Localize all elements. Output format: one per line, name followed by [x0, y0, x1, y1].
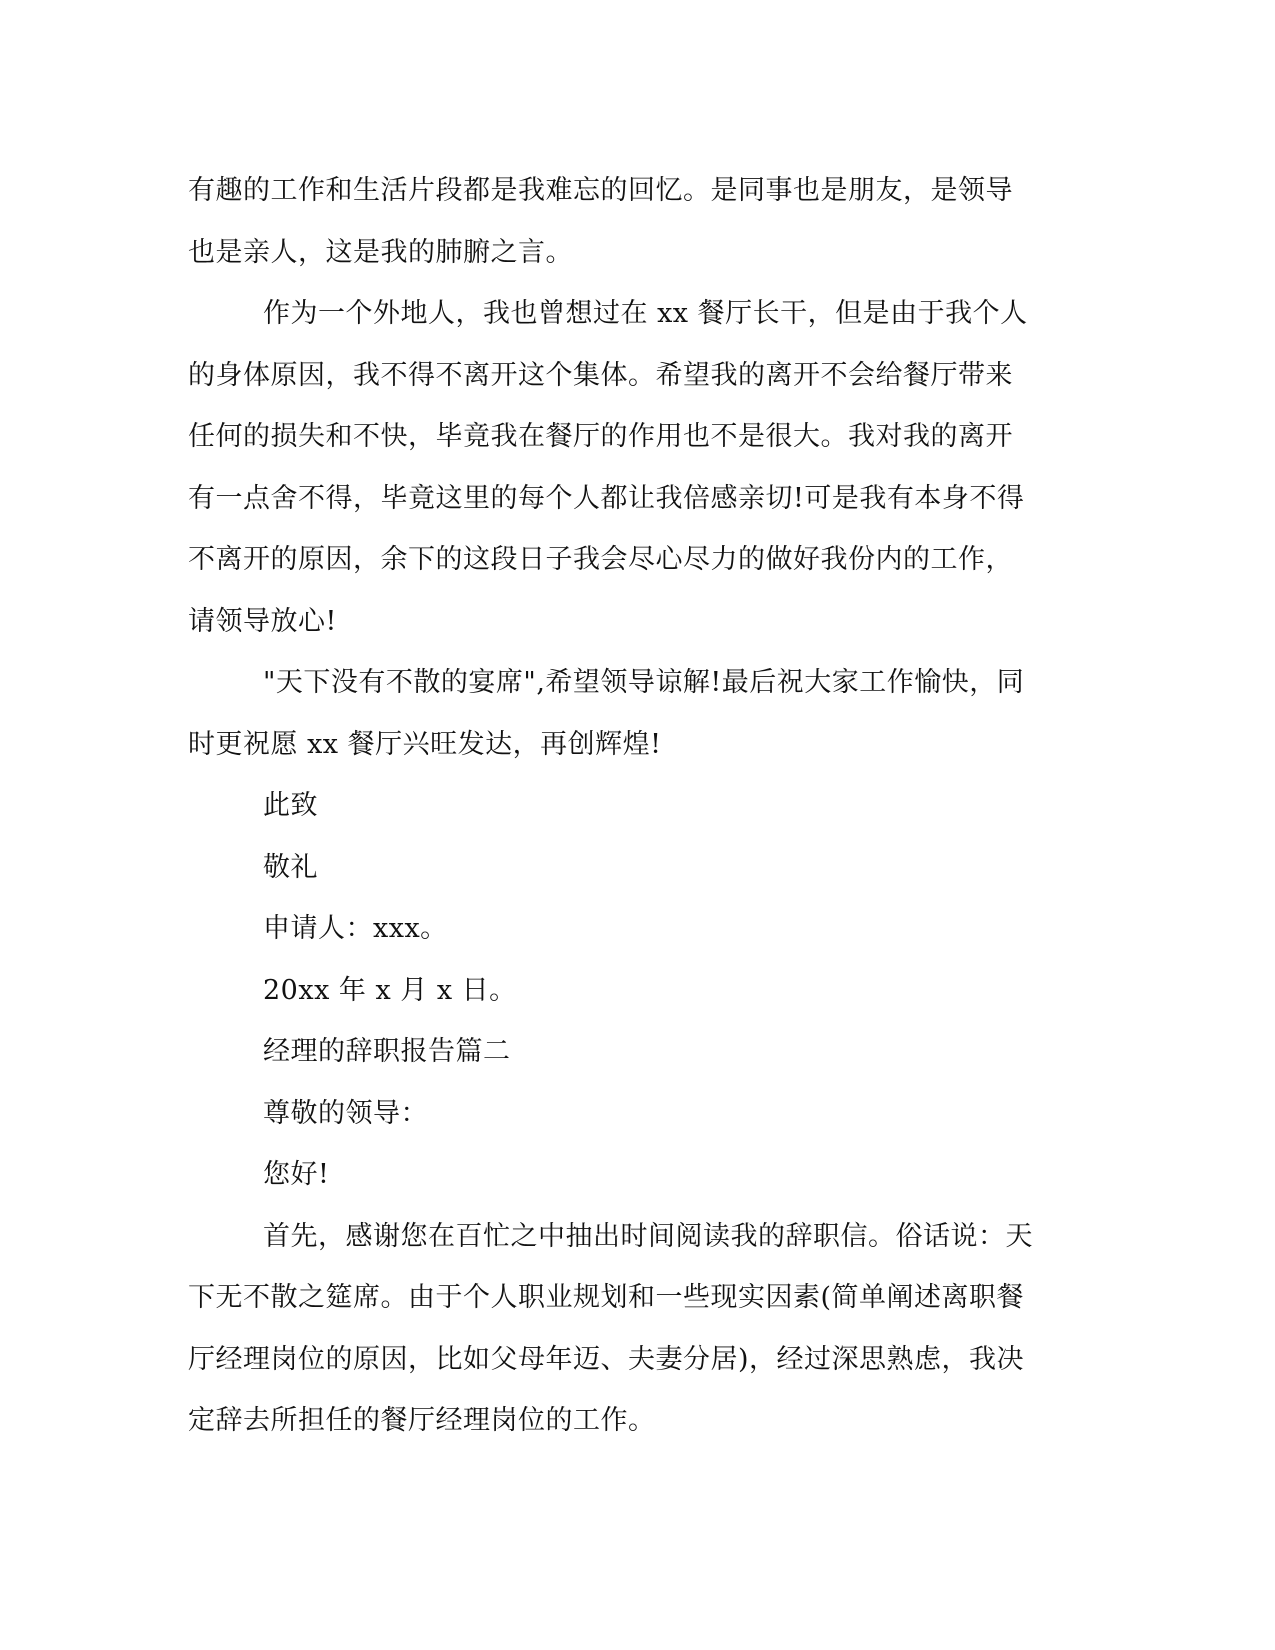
- section-heading: 经理的辞职报告篇二: [263, 1036, 511, 1067]
- closing-salutation: 此致: [263, 790, 318, 821]
- paragraph-line: 时更祝愿 xx 餐厅兴旺发达，再创辉煌!: [188, 728, 662, 760]
- paragraph-line: 的身体原因，我不得不离开这个集体。希望我的离开不会给餐厅带来: [188, 359, 1013, 391]
- paragraph-line: 下无不散之筵席。由于个人职业规划和一些现实因素(简单阐述离职餐: [188, 1282, 1025, 1313]
- paragraph-line: 不离开的原因，余下的这段日子我会尽心尽力的做好我份内的工作，: [188, 544, 1013, 575]
- paragraph-line: 有一点舍不得，毕竟这里的每个人都让我倍感亲切!可是我有本身不得: [188, 482, 1025, 514]
- paragraph-line: 请领导放心!: [188, 605, 337, 637]
- greeting-line: 尊敬的领导：: [263, 1097, 428, 1129]
- date-line: 20xx 年 x 月 x 日。: [263, 974, 517, 1006]
- paragraph-line: 首先，感谢您在百忙之中抽出时间阅读我的辞职信。俗话说：天: [263, 1220, 1033, 1252]
- paragraph-line: 也是亲人，这是我的肺腑之言。: [188, 236, 573, 268]
- paragraph-line: 作为一个外地人，我也曾想过在 xx 餐厅长干，但是由于我个人: [263, 298, 1028, 329]
- greeting-hello: 您好!: [263, 1159, 330, 1190]
- paragraph-line: "天下没有不散的宴席",希望领导谅解!最后祝大家工作愉快，同: [263, 667, 1025, 698]
- paragraph-line: 任何的损失和不快，毕竟我在餐厅的作用也不是很大。我对我的离开: [188, 421, 1013, 452]
- paragraph-line: 厅经理岗位的原因，比如父母年迈、夫妻分居)，经过深思熟虑，我决: [188, 1343, 1025, 1375]
- paragraph-line: 定辞去所担任的餐厅经理岗位的工作。: [188, 1405, 656, 1436]
- applicant-line: 申请人：xxx。: [263, 913, 448, 944]
- paragraph-line: 有趣的工作和生活片段都是我难忘的回忆。是同事也是朋友，是领导: [188, 175, 1013, 206]
- document-body: [188, 160, 1078, 1452]
- closing-respect: 敬礼: [263, 851, 318, 883]
